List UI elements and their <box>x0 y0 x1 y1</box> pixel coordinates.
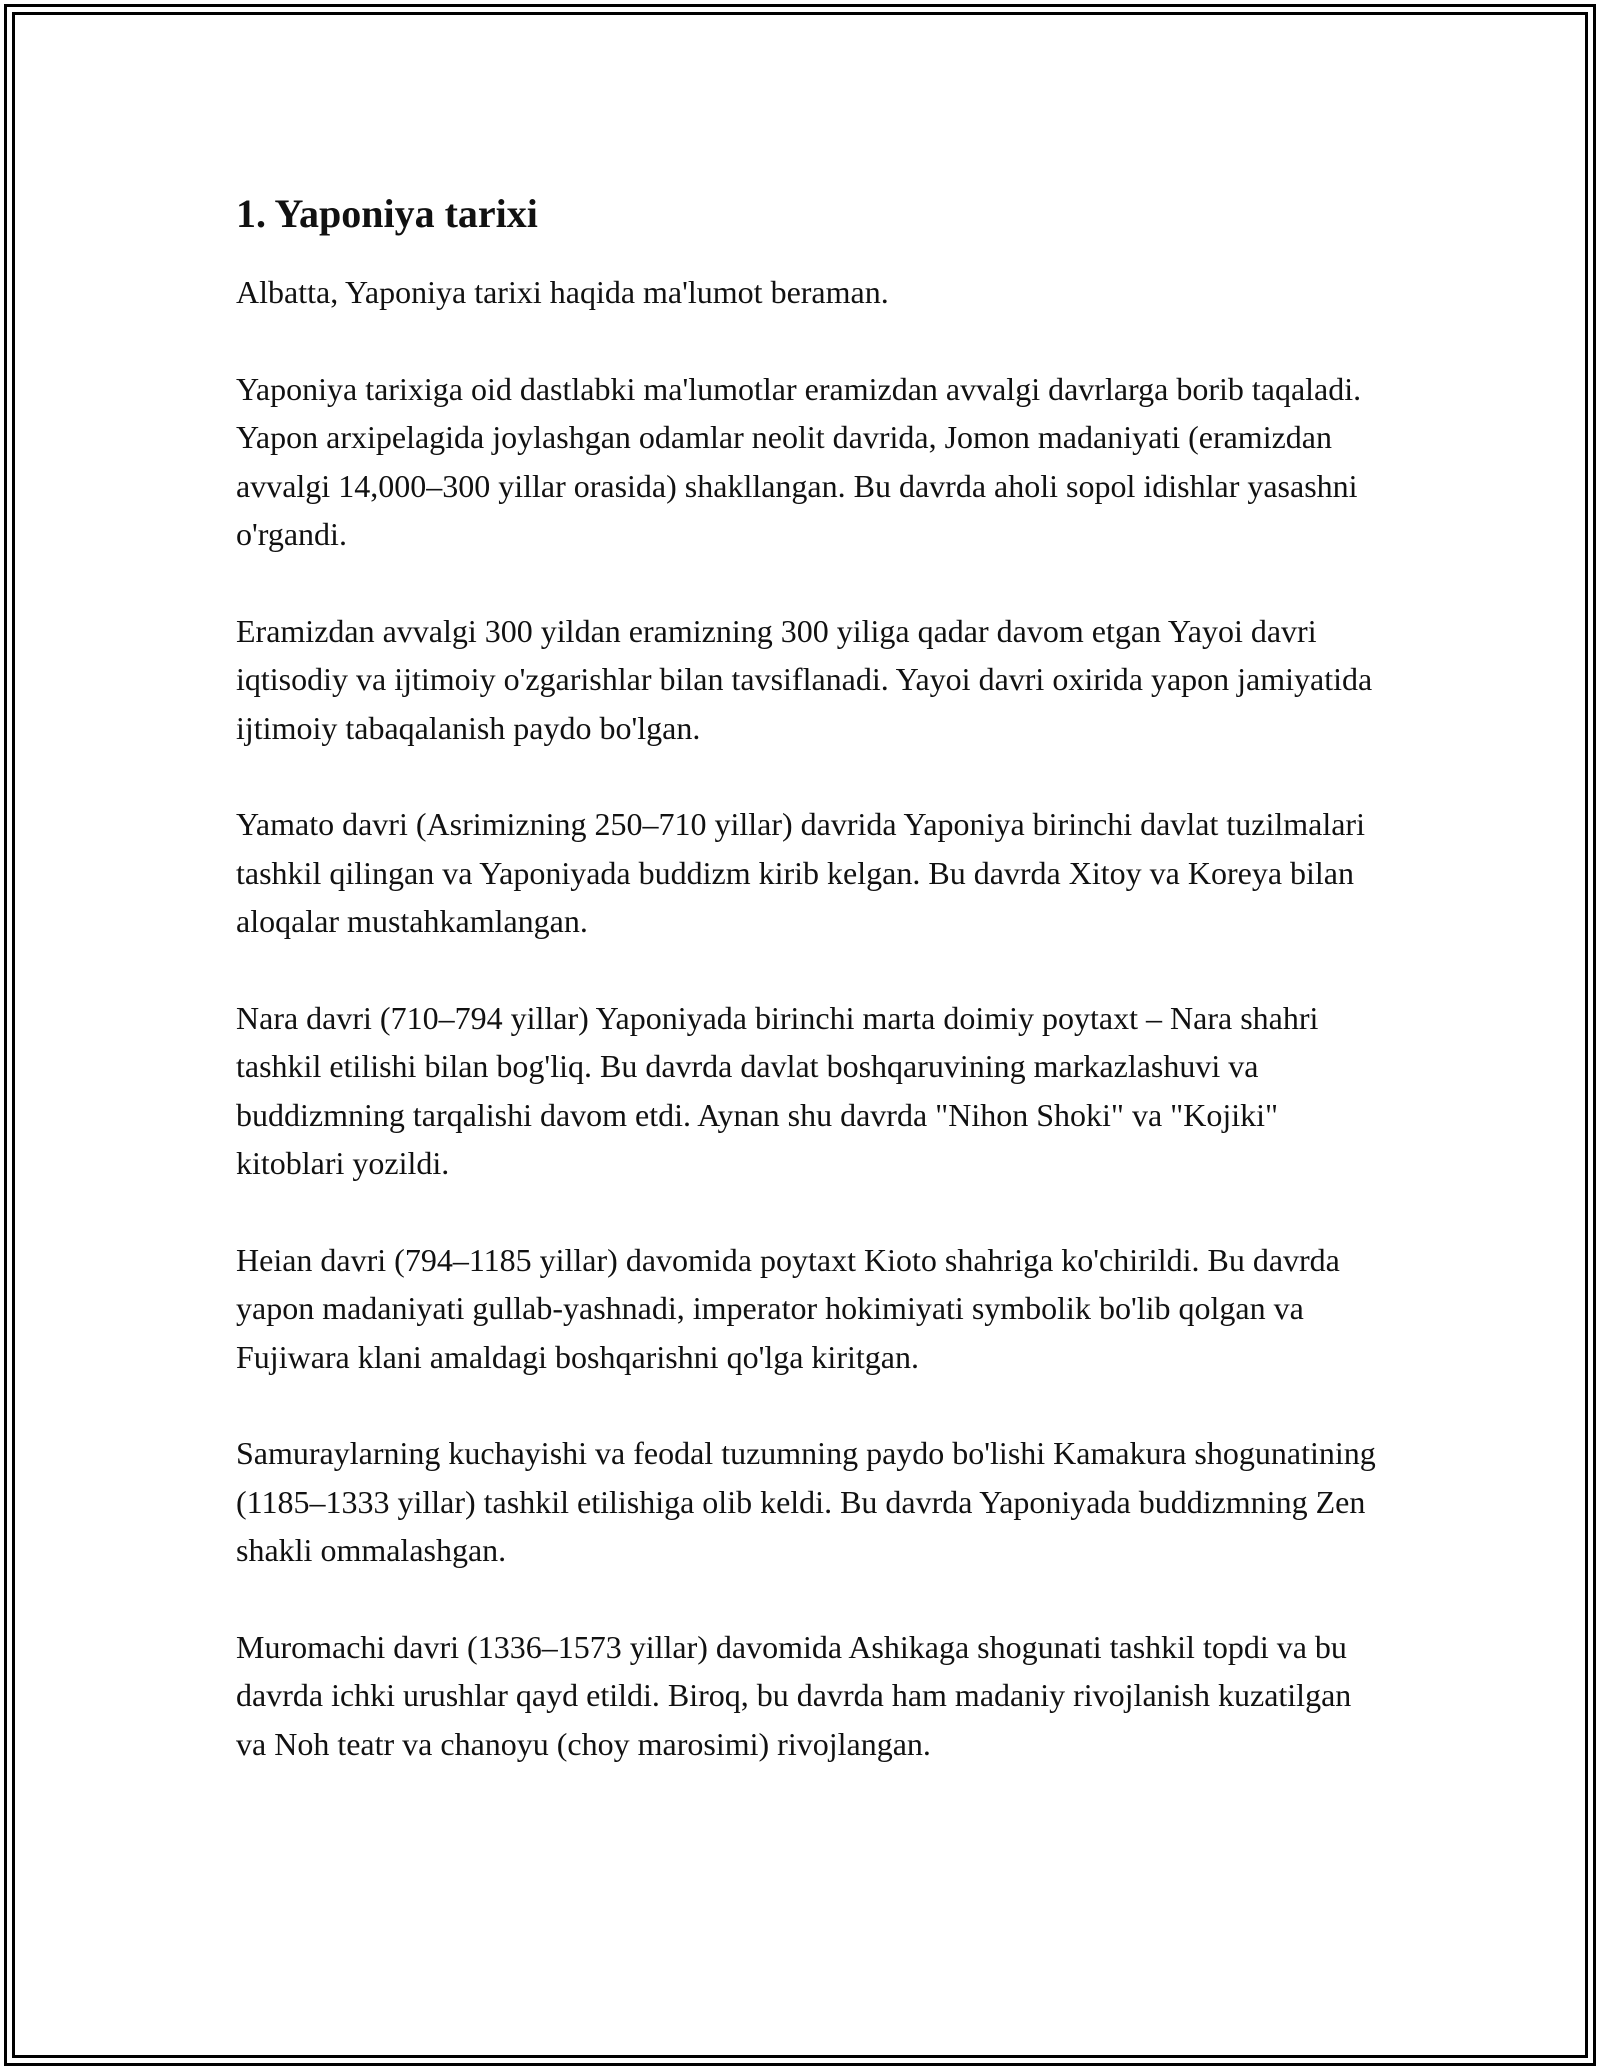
paragraph-heian: Heian davri (794–1185 yillar) davomida poytaxt Kioto shahriga ko'chirildi. Bu davrda yapon madaniyati gullab-yashnadi, imperator hokimiyati symbolik bo'lib qolgan va Fujiwara klani amaldagi boshqarishni qo'lga kiritgan. <box>236 1241 1340 1375</box>
paragraph-yayoi: Eramizdan avvalgi 300 yildan eramizning 300 yiliga qadar davom etgan Yayoi davri iqtisodiy va ijtimoiy o'zgarishlar bilan tavsiflanadi. Yayoi davri oxirida yapon jamiyatida ijtimoiy tabaqalanish paydo bo'lgan. <box>236 612 1373 746</box>
document-body <box>236 186 1386 1816</box>
paragraph-intro: Albatta, Yaponiya tarixi haqida ma'lumot beraman. <box>236 274 889 310</box>
paragraph-yamato: Yamato davri (Asrimizning 250–710 yillar) davrida Yaponiya birinchi davlat tuzilmalari tashkil qilingan va Yaponiyada buddizm kirib kelgan. Bu davrda Xitoy va Koreya bilan aloqalar mustahkamlangan. <box>236 806 1365 939</box>
paragraph-jomon: Yaponiya tarixiga oid dastlabki ma'lumotlar eramizdan avvalgi davrlarga borib taqaladi. Yapon arxipelagida joylashgan odamlar neolit davrida, Jomon madaniyati (eramizdan avvalgi 14,000–300 yillar orasida) shakllangan. Bu davrda aholi sopol idishlar yasashni o'rgandi. <box>236 370 1362 552</box>
section-heading: 1. Yaponiya tarixi <box>236 191 538 236</box>
paragraph-nara: Nara davri (710–794 yillar) Yaponiyada birinchi marta doimiy poytaxt – Nara shahri tashkil etilishi bilan bog'liq. Bu davrda davlat boshqaruvining markazlashuvi va buddizmning tarqalishi davom etdi. Aynan shu davrda "Nihon Shoki" va "Kojiki" kitoblari yozildi. <box>236 999 1319 1181</box>
paragraph-muromachi: Muromachi davri (1336–1573 yillar) davomida Ashikaga shogunati tashkil topdi va bu davrda ichki urushlar qayd etildi. Biroq, bu davrda ham madaniy rivojlanish kuzatilgan va Noh teatr va chanoyu (choy marosimi) rivojlangan. <box>236 1628 1352 1762</box>
paragraph-kamakura: Samuraylarning kuchayishi va feodal tuzumning paydo bo'lishi Kamakura shogunatining (1185–1333 yillar) tashkil etilishiga olib keldi. Bu davrda Yaponiyada buddizmning Zen shakli ommalashgan. <box>236 1435 1376 1568</box>
